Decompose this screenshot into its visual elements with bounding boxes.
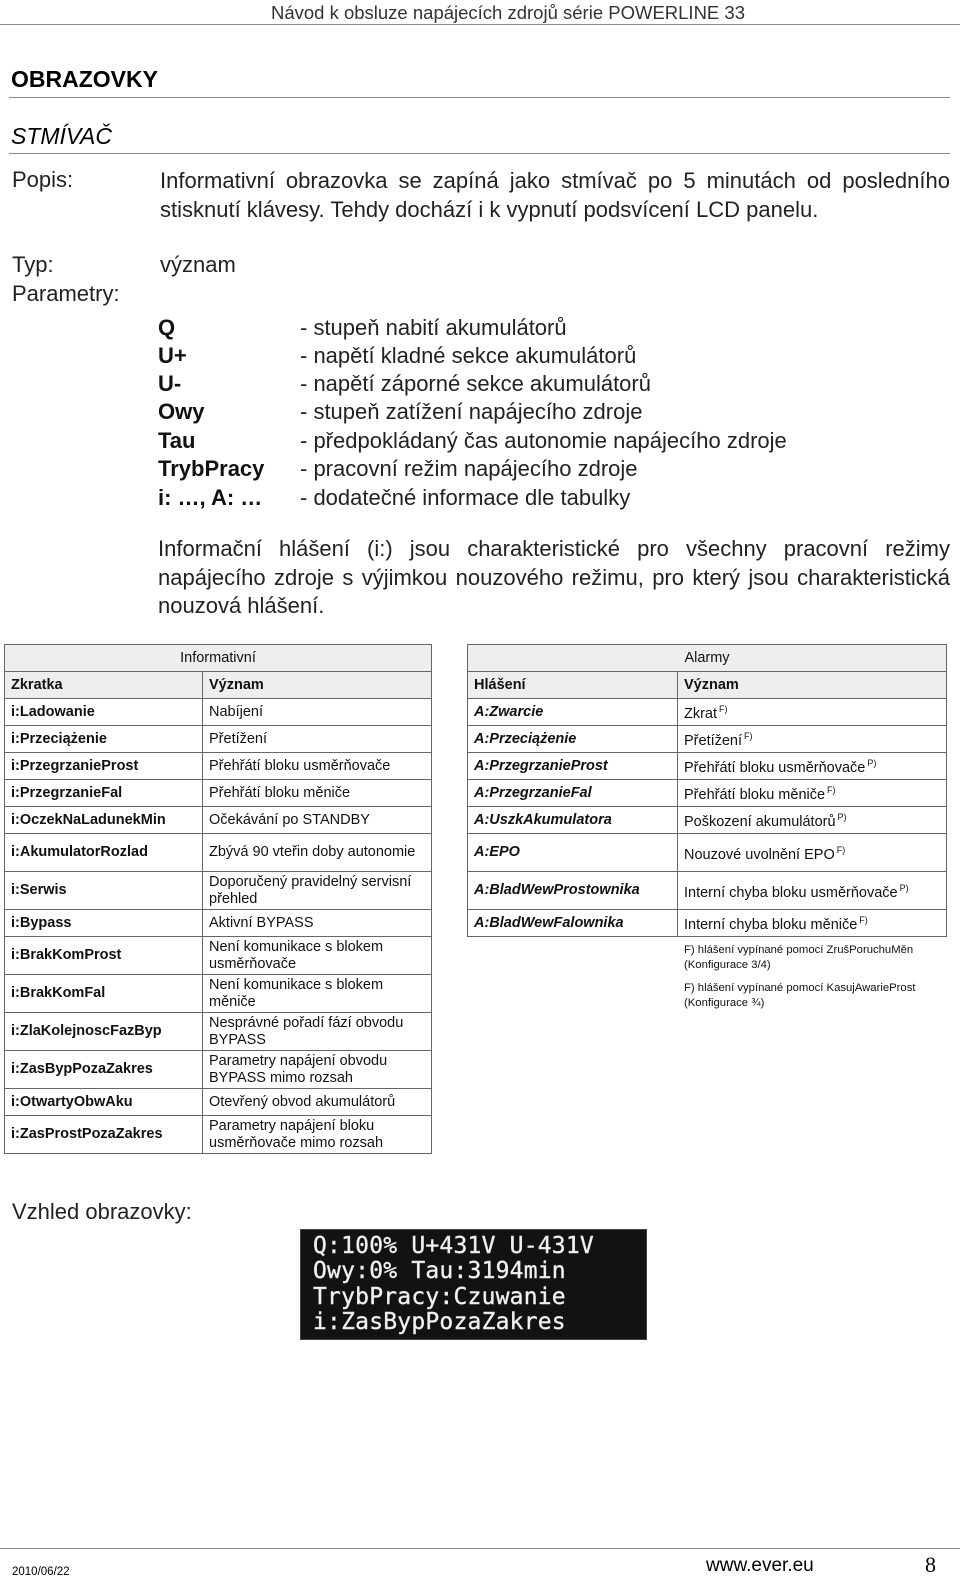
cell-meaning-container xyxy=(678,699,947,726)
footer-website-link[interactable]: www.ever.eu xyxy=(706,1555,814,1576)
cell-code: i:BrakKomFal xyxy=(5,975,203,1013)
cell-meaning: Doporučený pravidelný servisní přehled xyxy=(203,872,432,910)
popis-text: Informativní obrazovka se zapíná jako stmívač po 5 minutách od posledního stisknutí klávesy. Tehdy dochází i k vypnutí podsvícení LCD panelu. xyxy=(160,168,950,222)
table-row xyxy=(468,910,947,937)
table-caption-row xyxy=(5,645,432,672)
cell-meaning: Přehřátí bloku měniče xyxy=(203,780,432,807)
screen-preview-label: Vzhled obrazovky: xyxy=(12,1199,192,1224)
cell-meaning: Poškození akumulátorů xyxy=(684,814,836,830)
footnote-mark: F) xyxy=(827,785,836,795)
lcd-line: TrybPracy:Czuwanie xyxy=(313,1284,566,1310)
cell-code: i:Przeciążenie xyxy=(5,726,203,753)
alarm-footnote-1: F) hlášení vypínané pomocí ZrušPoruchuMěn (Konfigurace 3/4) xyxy=(684,944,914,971)
cell-meaning-container xyxy=(678,780,947,807)
cell-code: i:Serwis xyxy=(5,872,203,910)
cell-code: A:UszkAkumulatora xyxy=(468,807,678,834)
cell-meaning-container xyxy=(678,910,947,937)
info-note-paragraph: Informační hlášení (i:) jsou charakteristické pro všechny pracovní režimy napájecího zdroje s výjimkou nouzového režimu, pro který jsou charakteristická nouzová hlášení. xyxy=(158,536,950,618)
cell-code: A:EPO xyxy=(468,834,678,872)
cell-code: A:BladWewProstownika xyxy=(468,872,678,910)
info-table-caption: Informativní xyxy=(5,645,432,672)
footnote-mark: F) xyxy=(719,704,728,714)
cell-meaning-container xyxy=(678,834,947,872)
param-key: TrybPracy xyxy=(158,456,265,481)
param-value: - stupeň zatížení napájecího zdroje xyxy=(300,399,643,424)
table-row xyxy=(5,975,432,1013)
param-key: U+ xyxy=(158,343,187,368)
subsection-divider xyxy=(9,153,950,154)
cell-meaning: Přehřátí bloku usměrňovače xyxy=(203,753,432,780)
param-value: - předpokládaný čas autonomie napájecího zdroje xyxy=(300,428,787,453)
alarm-footnote-2: F) hlášení vypínané pomocí KasujAwarieProst (Konfigurace ¾) xyxy=(684,982,916,1009)
cell-code: i:ZasBypPozaZakres xyxy=(5,1051,203,1089)
table-header-row xyxy=(468,672,947,699)
cell-meaning: Otevřený obvod akumulátorů xyxy=(203,1089,432,1116)
cell-meaning: Parametry napájení bloku usměrňovače mimo rozsah xyxy=(203,1116,432,1154)
cell-code: i:Ladowanie xyxy=(5,699,203,726)
param-value: - napětí kladné sekce akumulátorů xyxy=(300,343,637,368)
cell-meaning: Zbývá 90 vteřin doby autonomie xyxy=(203,834,432,872)
cell-meaning: Očekávání po STANDBY xyxy=(203,807,432,834)
cell-code: i:AkumulatorRozlad xyxy=(5,834,203,872)
cell-meaning: Parametry napájení obvodu BYPASS mimo rozsah xyxy=(203,1051,432,1089)
cell-meaning-container xyxy=(678,807,947,834)
param-key: Owy xyxy=(158,399,205,424)
cell-code: A:PrzegrzanieProst xyxy=(468,753,678,780)
footnote-mark: F) xyxy=(836,844,846,855)
cell-meaning-container xyxy=(678,726,947,753)
cell-meaning: Nabíjení xyxy=(203,699,432,726)
cell-code: i:OczekNaLadunekMin xyxy=(5,807,203,834)
footer-date: 2010/06/22 xyxy=(12,1566,70,1578)
subsection-title: STMÍVAČ xyxy=(11,123,112,149)
table-header-row xyxy=(5,672,432,699)
table-row xyxy=(468,834,947,872)
footnote-mark: P) xyxy=(899,882,909,893)
table-row xyxy=(5,937,432,975)
cell-meaning: Přehřátí bloku měniče xyxy=(684,787,826,803)
table-row xyxy=(5,910,432,937)
parametry-label: Parametry: xyxy=(12,281,120,306)
table-row xyxy=(5,753,432,780)
footer-divider xyxy=(0,1548,960,1549)
table-row xyxy=(5,726,432,753)
table-row xyxy=(468,780,947,807)
typ-value: význam xyxy=(160,252,236,277)
table-row xyxy=(468,699,947,726)
table-row xyxy=(5,807,432,834)
cell-meaning-container xyxy=(678,753,947,780)
param-value: - dodatečné informace dle tabulky xyxy=(300,485,631,510)
footnote-mark: P) xyxy=(867,758,877,768)
lcd-line: Q:100% U+431V U-431V xyxy=(313,1233,594,1259)
cell-meaning-container xyxy=(678,872,947,910)
alarm-messages-table xyxy=(467,644,947,937)
cell-code: A:Przeciążenie xyxy=(468,726,678,753)
table-row xyxy=(468,807,947,834)
cell-code: i:PrzegrzanieProst xyxy=(5,753,203,780)
cell-meaning: Nouzové uvolnění EPO xyxy=(684,846,835,863)
header-divider xyxy=(0,24,960,25)
table-row xyxy=(468,726,947,753)
alarm-table-caption: Alarmy xyxy=(468,645,947,672)
table-row xyxy=(5,834,432,872)
cell-meaning: Interní chyba bloku měniče xyxy=(684,917,858,933)
cell-code: i:Bypass xyxy=(5,910,203,937)
table-row xyxy=(5,1089,432,1116)
cell-meaning: Aktivní BYPASS xyxy=(203,910,432,937)
section-title: OBRAZOVKY xyxy=(11,66,158,92)
cell-meaning: Přetížení xyxy=(203,726,432,753)
param-key: Tau xyxy=(158,428,196,453)
lcd-line: i:ZasBypPozaZakres xyxy=(313,1309,566,1335)
column-header: Hlášení xyxy=(468,672,678,699)
table-caption-row xyxy=(468,645,947,672)
table-row xyxy=(5,1116,432,1154)
table-row xyxy=(468,872,947,910)
page-header-title: Návod k obsluze napájecích zdrojů série POWERLINE 33 xyxy=(270,2,745,23)
cell-meaning: Není komunikace s blokem měniče xyxy=(203,975,432,1013)
lcd-display xyxy=(300,1229,647,1340)
popis-label: Popis: xyxy=(12,167,74,192)
cell-code: i:BrakKomProst xyxy=(5,937,203,975)
param-value: - pracovní režim napájecího zdroje xyxy=(300,456,638,481)
table-row xyxy=(5,1051,432,1089)
column-header: Význam xyxy=(203,672,432,699)
cell-code: A:PrzegrzanieFal xyxy=(468,780,678,807)
table-row xyxy=(5,699,432,726)
cell-code: i:ZasProstPozaZakres xyxy=(5,1116,203,1154)
footnote-mark: F) xyxy=(744,731,753,741)
table-row xyxy=(5,1013,432,1051)
page-number: 8 xyxy=(925,1552,936,1577)
footnote-mark: F) xyxy=(859,915,868,925)
param-key: i: …, A: … xyxy=(158,485,263,510)
cell-code: i:PrzegrzanieFal xyxy=(5,780,203,807)
footnote-mark: P) xyxy=(837,812,847,822)
cell-meaning: Přehřátí bloku usměrňovače xyxy=(684,760,866,776)
cell-meaning: Přetížení xyxy=(684,733,743,749)
typ-label: Typ: xyxy=(12,252,54,277)
column-header: Zkratka xyxy=(5,672,203,699)
table-row xyxy=(5,872,432,910)
param-key: U- xyxy=(158,371,182,396)
info-messages-table xyxy=(4,644,432,1154)
param-key: Q xyxy=(158,315,176,340)
column-header: Význam xyxy=(678,672,947,699)
lcd-line: Owy:0% Tau:3194min xyxy=(313,1258,566,1284)
param-value: - napětí záporné sekce akumulátorů xyxy=(300,371,651,396)
cell-meaning: Interní chyba bloku usměrňovače xyxy=(684,884,898,901)
param-value: - stupeň nabití akumulátorů xyxy=(300,315,567,340)
section-divider xyxy=(9,97,950,98)
cell-code: A:Zwarcie xyxy=(468,699,678,726)
cell-meaning: Nesprávné pořadí fází obvodu BYPASS xyxy=(203,1013,432,1051)
cell-code: i:ZlaKolejnoscFazByp xyxy=(5,1013,203,1051)
cell-code: A:BladWewFalownika xyxy=(468,910,678,937)
table-row xyxy=(5,780,432,807)
cell-meaning: Zkrat xyxy=(684,706,718,722)
cell-meaning: Není komunikace s blokem usměrňovače xyxy=(203,937,432,975)
cell-code: i:OtwartyObwAku xyxy=(5,1089,203,1116)
table-row xyxy=(468,753,947,780)
